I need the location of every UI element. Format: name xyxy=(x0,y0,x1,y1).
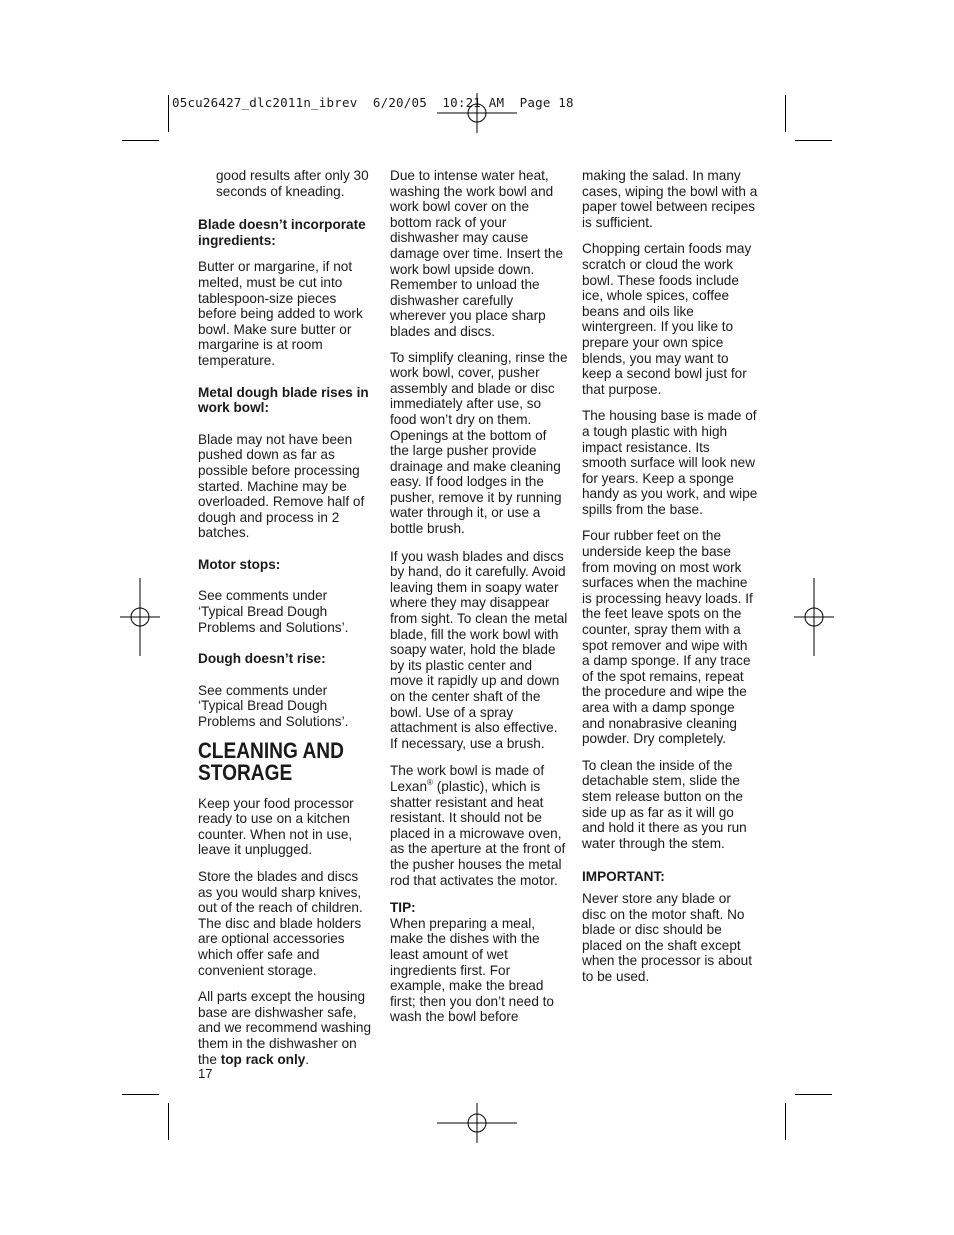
paragraph-detachable-stem: To clean the inside of the detachable stem, slide the stem release button on the side up as far as it will go and hold it there as you run water through the stem. xyxy=(582,757,747,851)
crop-mark-tr-h xyxy=(795,140,832,141)
heading-dough-blade-rises: Metal dough blade rises in work bowl: xyxy=(198,384,369,416)
paragraph-butter: Butter or margarine, if not melted, must be cut into tablespoon-size pieces before being added to work bowl. Make sure butter or margarine is at room temperature. xyxy=(198,259,363,368)
paragraph-rubber-feet: Four rubber feet on the underside keep the base from moving on most work surfaces when the machine is processing heavy loads. If the feet leave spots on the counter, spray them with a spot remover and wipe with a damp sponge. If any trace of the spot remains, repeat the procedure and wipe the area with a damp sponge and nonabrasive cleaning powder. Dry completely. xyxy=(582,528,753,747)
crop-mark-tl-v xyxy=(168,95,169,132)
heading-dough-rise: Dough doesn’t rise: xyxy=(198,651,326,667)
paragraph-water-heat: Due to intense water heat, washing the work bowl and work bowl cover on the bottom rack of your dishwasher may cause damage over time. Insert the work bowl upside down. Remember to unload the dishwasher carefully wherever you place sharp blades and discs. xyxy=(390,168,564,339)
column-1 xyxy=(198,168,374,1078)
paragraph-never-store: Never store any blade or disc on the motor shaft. No blade or disc should be placed on the shaft except when the processor is about to be used. xyxy=(582,890,753,984)
registration-mark-left xyxy=(120,578,160,656)
registration-mark-right xyxy=(794,578,834,656)
lexan-text-b: (plastic), which is shatter resistant and heat resistant. It should not be placed in a microwave oven, as the aperture at the front of the pusher houses the metal rod that activates the motor. xyxy=(390,778,566,888)
heading-motor-stops: Motor stops: xyxy=(198,556,281,572)
page-number: 17 xyxy=(198,1066,213,1081)
tip-label: TIP: xyxy=(390,900,416,916)
dishwasher-text: All parts except the housing base are dishwasher safe, and we recommend washing them in the dishwasher on the xyxy=(198,989,372,1067)
important-label: IMPORTANT: xyxy=(582,869,665,885)
paragraph-chopping: Chopping certain foods may scratch or cloud the work bowl. These foods include ice, whole spices, coffee beans and oils like wintergreen. If you like to prepare your own spice blends, you may want to keep a second bowl just for that purpose. xyxy=(582,241,752,397)
lexan-text-a: The work bowl is made of Lexan xyxy=(390,763,545,794)
period: . xyxy=(305,1051,310,1067)
registration-mark-bottom xyxy=(437,1103,517,1143)
paragraph-making-salad: making the salad. In many cases, wiping the bowl with a paper towel between recipes is sufficient. xyxy=(582,168,758,230)
heading-blade-incorporate: Blade doesn’t incorporate ingredients: xyxy=(198,217,366,248)
crop-mark-br-v xyxy=(785,1103,786,1140)
crop-mark-tr-v xyxy=(785,95,786,132)
crop-mark-bl-h xyxy=(122,1094,159,1095)
continued-paragraph: good results after only 30 seconds of kneading. xyxy=(216,168,369,199)
column-2 xyxy=(390,168,568,1036)
paragraph-simplify-cleaning: To simplify cleaning, rinse the work bowl, cover, pusher assembly and blade or disc immediately after use, so food won’t dry on them. Openings at the bottom of the large pusher provide drainage and make cleaning easy. If food lodges in the pusher, remove it by running water through it, or use a bottle brush. xyxy=(390,349,568,537)
crop-mark-tl-h xyxy=(122,140,159,141)
paragraph-housing-base: The housing base is made of a tough plastic with high impact resistance. Its smooth surface will look new for years. Keep a sponge handy as you work, and wipe spills from the base. xyxy=(582,408,758,517)
top-rack-emphasis: top rack only xyxy=(220,1051,306,1067)
paragraph-store-blades: Store the blades and discs as you would sharp knives, out of the reach of children. The disc and blade holders are optional accessories which offer safe and convenient storage. xyxy=(198,869,363,978)
printer-slug: 05cu26427_dlc2011n_ibrev 6/20/05 10:21 AM Page 18 xyxy=(172,95,574,110)
crop-mark-bl-v xyxy=(168,1103,169,1140)
paragraph-keep-ready: Keep your food processor ready to use on a kitchen counter. When not in use, leave it unplugged. xyxy=(198,795,354,858)
paragraph-lexan xyxy=(390,763,568,888)
registration-mark-top xyxy=(437,93,517,133)
column-3 xyxy=(582,168,758,996)
paragraph-dishwasher-safe xyxy=(198,989,374,1067)
crop-mark-br-h xyxy=(795,1094,832,1095)
paragraph-tip: When preparing a meal, make the dishes with the least amount of wet ingredients first. For example, make the bread first; then you don’t need to wash the bowl before xyxy=(390,915,554,1025)
registered-mark: ® xyxy=(427,777,433,787)
section-title: CLEANING AND STORAGE xyxy=(198,737,344,785)
paragraph-see-comments-2: See comments under ‘Typical Bread Dough Problems and Solutions’. xyxy=(198,682,349,730)
paragraph-see-comments-1: See comments under ‘Typical Bread Dough Problems and Solutions’. xyxy=(198,588,349,635)
paragraph-blade-pushed: Blade may not have been pushed down as far as possible before processing started. Machine may be overloaded. Remove half of dough and process in 2 batches. xyxy=(198,431,365,541)
paragraph-wash-by-hand: If you wash blades and discs by hand, do it carefully. Avoid leaving them in soapy water where they may disappear from sight. To clean the metal blade, fill the work bowl with soapy water, hold the blade by its plastic center and move it rapidly up and down on the center shaft of the bowl. Use of a spray attachment is also effective. If necessary, use a brush. xyxy=(390,548,568,751)
